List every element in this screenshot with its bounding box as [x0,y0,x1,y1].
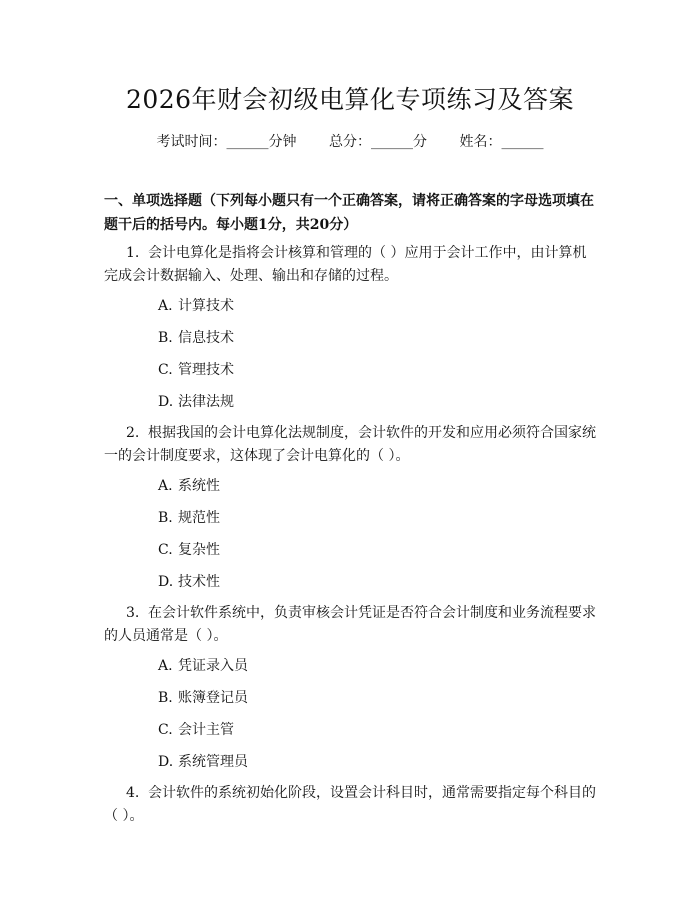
question-text: 会计电算化是指将会计核算和管理的（ ）应用于会计工作中，由计算机完成会计数据输入、处理、输出和存储的过程。 [104,245,587,284]
option-3a [158,655,248,675]
question-1 [104,242,598,288]
option-letter: B. [158,510,173,526]
option-text: 复杂性 [178,542,220,558]
option-text: 会计主管 [178,722,234,738]
option-letter: D. [158,394,174,410]
option-2c [158,539,220,559]
option-text: 账簿登记员 [178,690,248,706]
question-3 [104,602,598,648]
option-letter: C. [158,722,173,738]
option-3d [158,751,248,771]
option-text: 法律法规 [178,394,234,410]
exam-time: 考试时间：______分钟 [156,134,297,150]
section-heading: 一、单项选择题（下列每小题只有一个正确答案，请将正确答案的字母选项填在题干后的括号内。每小题1分，共20分） [104,193,594,233]
question-number: 4. [126,785,140,801]
option-letter: C. [158,542,173,558]
question-text: 根据我国的会计电算化法规制度，会计软件的开发和应用必须符合国家统一的会计制度要求，这体现了会计电算化的（ ）。 [104,425,596,464]
question-4 [104,782,598,828]
option-1a [158,295,234,315]
option-1c [158,359,234,379]
question-text: 会计软件的系统初始化阶段，设置会计科目时，通常需要指定每个科目的（ ）。 [104,785,596,824]
option-letter: A. [158,478,173,494]
option-1b [158,327,234,347]
option-2b [158,507,220,527]
option-letter: C. [158,362,173,378]
question-number: 1. [126,245,140,261]
document-title: 2026年财会初级电算化专项练习及答案 [125,85,575,114]
option-letter: A. [158,298,173,314]
option-text: 计算技术 [178,298,234,314]
option-letter: B. [158,690,173,706]
option-3b [158,687,248,707]
option-text: 系统性 [178,478,220,494]
option-text: 凭证录入员 [178,658,248,674]
option-text: 技术性 [178,574,220,590]
option-text: 规范性 [178,510,220,526]
option-letter: D. [158,754,174,770]
option-text: 信息技术 [178,330,234,346]
option-letter: B. [158,330,173,346]
option-3c [158,719,234,739]
question-2 [104,422,598,468]
exam-score: 总分：______分 [329,134,427,150]
option-text: 系统管理员 [178,754,248,770]
exam-name: 姓名：______ [459,134,544,150]
option-letter: D. [158,574,174,590]
option-text: 管理技术 [178,362,234,378]
question-number: 3. [126,605,140,621]
option-letter: A. [158,658,173,674]
question-number: 2. [126,425,140,441]
option-2a [158,475,220,495]
exam-meta [0,131,700,151]
option-1d [158,391,234,411]
option-2d [158,571,220,591]
question-text: 在会计软件系统中，负责审核会计凭证是否符合会计制度和业务流程要求的人员通常是（ ）。 [104,605,596,644]
